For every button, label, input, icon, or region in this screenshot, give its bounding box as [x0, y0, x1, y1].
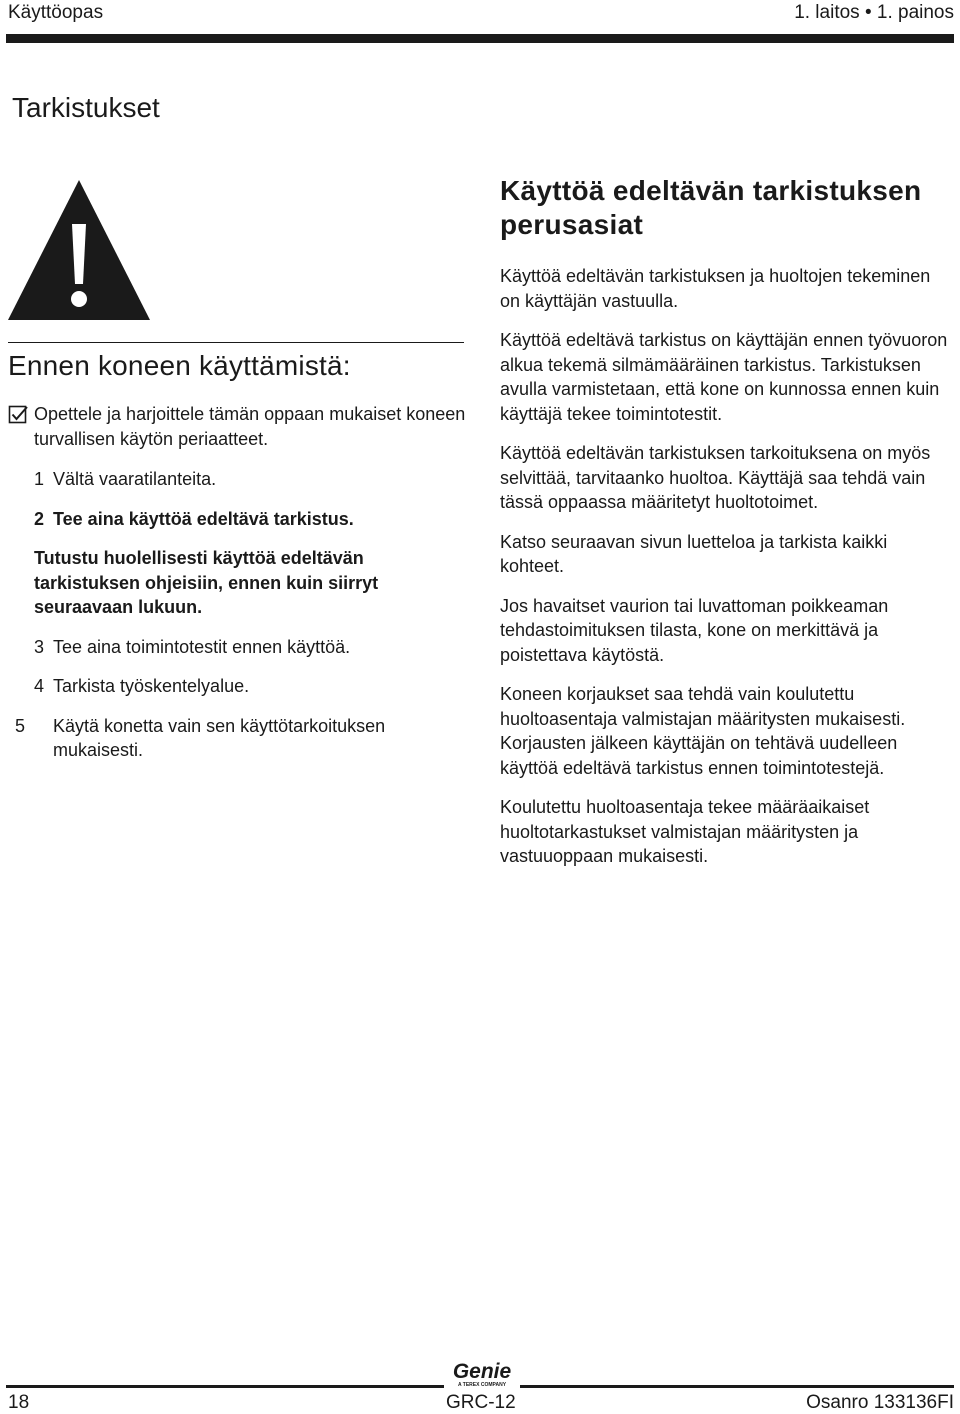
left-column-rule [8, 342, 464, 343]
list-item [8, 507, 468, 532]
checklist-text: Opettele ja harjoittele tämän oppaan mukaiset koneen turvallisen käytön periaatteet. [34, 404, 466, 449]
checkbox-checked-icon [8, 405, 30, 427]
left-heading: Ennen koneen käyttämistä: [8, 350, 351, 381]
list-item-text: Vältä vaaratilanteita. [53, 469, 217, 489]
header-edition: 1. laitos • 1. painos [794, 2, 954, 23]
paragraph: Katso seuraavan sivun luetteloa ja tarkista kaikki kohteet. [500, 531, 888, 576]
list-item [8, 467, 468, 492]
paragraph: Jos havaitset vaurion tai luvattoman poikkeaman tehdastoimituksen tilasta, kone on merkittävä ja poistettava käytöstä. [500, 595, 889, 665]
footer-model: GRC-12 [446, 1392, 516, 1413]
header-rule [6, 34, 954, 43]
paragraph: Koulutettu huoltoasentaja tekee määräaikaiset huoltotarkastukset valmistajan määritysten ja vastuuoppaan mukaisesti. [500, 797, 870, 866]
paragraph: Käyttöä edeltävän tarkistuksen tarkoituksena on myös selvittää, tarvitaanko huoltoa. Käyttäjä saa tehdä vain tässä oppaassa määritetyt huoltotoimet. [500, 443, 931, 512]
section-title: Tarkistukset [12, 92, 160, 123]
list-item-number: 4 [34, 676, 45, 696]
right-column [500, 174, 955, 884]
list-item-number: 5 [15, 715, 26, 736]
paragraph: Koneen korjaukset saa tehdä vain koulutettu huoltoasentaja valmistajan määritysten mukaisesti. Korjausten jälkeen käyttäjän on tehtävä uudelleen käyttöä edeltävä tarkistus ennen toimintotestejä. [500, 684, 906, 778]
list-item-text: Tee aina toimintotestit ennen käyttöä. [53, 636, 351, 657]
precheck-list [8, 402, 468, 778]
list-item [8, 635, 468, 660]
list-item-note [8, 546, 468, 620]
footer-part-number: Osanro 133136FI [806, 1392, 954, 1413]
paragraph: Käyttöä edeltävän tarkistuksen ja huoltojen tekeminen on käyttäjän vastuulla. [500, 266, 931, 311]
list-item-number: 1 [34, 469, 45, 489]
page-number: 18 [8, 1392, 30, 1413]
list-item-text: Käytä konetta vain sen käyttötarkoituksen mukaisesti. [53, 715, 386, 760]
svg-text:A TEREX COMPANY: A TEREX COMPANY [457, 1382, 507, 1388]
genie-logo [444, 1358, 520, 1388]
list-item-text: Tee aina käyttöä edeltävä tarkistus. [53, 508, 354, 529]
header-manual-title: Käyttöopas [8, 2, 104, 23]
svg-text:Genie: Genie [452, 1360, 512, 1383]
list-item-number: 3 [34, 636, 45, 657]
right-heading: Käyttöä edeltävän tarkistuksen perusasiat [500, 175, 922, 240]
list-item [8, 674, 468, 699]
list-item-number: 2 [34, 508, 45, 529]
list-item [8, 714, 468, 763]
paragraph: Käyttöä edeltävä tarkistus on käyttäjän ennen työvuoron alkua tekemä silmämääräinen tarkistus. Tarkistuksen avulla varmistetaan, että kone on kunnossa ennen kuin käyttäjä tekee toimintotestit. [500, 330, 948, 424]
list-item-text: Tutustu huolellisesti käyttöä edeltävän tarkistuksen ohjeisiin, ennen kuin siirryt seuraavaan lukuun. [34, 548, 379, 617]
warning-triangle-icon [6, 178, 152, 322]
list-item-text: Tarkista työskentelyalue. [53, 676, 250, 696]
checklist-item [8, 402, 468, 451]
